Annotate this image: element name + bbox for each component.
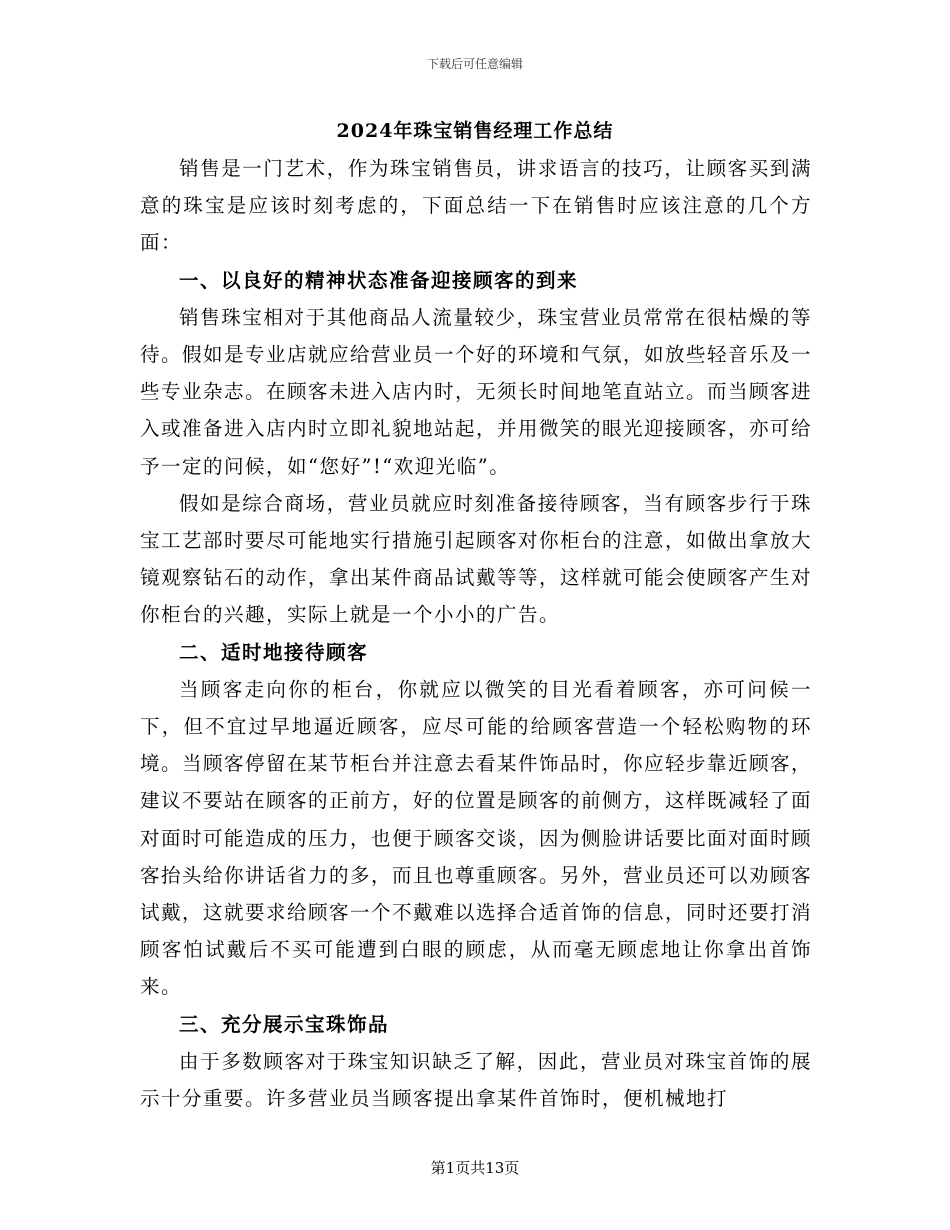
section-1-paragraph-1: 销售珠宝相对于其他商品人流量较少，珠宝营业员常常在很枯燥的等待。假如是专业店就应给营业员一个好的环境和气氛，如放些轻音乐及一些专业杂志。在顾客未进入店内时，无须长时间地笔直站立。而当顾客进入或准备进入店内时立即礼貌地站起，并用微笑的眼光迎接顾客，亦可给予一定的问候，如“您好”!“欢迎光临”。 — [140, 305, 813, 478]
section-1-paragraph-2: 假如是综合商场，营业员就应时刻准备接待顾客，当有顾客步行于珠宝工艺部时要尽可能地实行措施引起顾客对你柜台的注意，如做出拿放大镜观察钻石的动作，拿出某件商品试戴等等，这样就可能会使顾客产生对你柜台的兴趣，实际上就是一个小小的广告。 — [140, 491, 813, 627]
document-title: 2024年珠宝销售经理工作总结 — [336, 120, 614, 142]
section-heading-2: 二、适时地接待顾客 — [179, 640, 369, 664]
intro-paragraph: 销售是一门艺术，作为珠宝销售员，讲求语言的技巧，让顾客买到满意的珠宝是应该时刻考虑的，下面总结一下在销售时应该注意的几个方面： — [140, 157, 812, 255]
section-3-paragraph-1: 由于多数顾客对于珠宝知识缺乏了解，因此，营业员对珠宝首饰的展示十分重要。许多营业员当顾客提出拿某件首饰时，便机械地打 — [140, 1049, 812, 1111]
section-2-paragraph-1: 当顾客走向你的柜台，你就应以微笑的目光看着顾客，亦可问候一下，但不宜过早地逼近顾客，应尽可能的给顾客营造一个轻松购物的环境。当顾客停留在某节柜台并注意去看某件饰品时，你应轻步靠近顾客，建议不要站在顾客的正前方，好的位置是顾客的前侧方，这样既减轻了面对面时可能造成的压力，也便于顾客交谈，因为侧脸讲话要比面对面时顾客抬头给你讲话省力的多，而且也尊重顾客。另外，营业员还可以劝顾客试戴，这就要求给顾客一个不戴难以选择合适首饰的信息，同时还要打消顾客怕试戴后不买可能遭到白眼的顾虑，从而毫无顾虑地让你拿出首饰来。 — [140, 677, 813, 999]
section-heading-1: 一、以良好的精神状态准备迎接顾客的到来 — [179, 268, 579, 292]
page-number-footer: 第1页共13页 — [430, 1159, 520, 1177]
section-heading-3: 三、充分展示宝珠饰品 — [179, 1012, 390, 1036]
header-note: 下载后可任意编辑 — [426, 57, 523, 71]
document-body — [140, 150, 812, 1117]
